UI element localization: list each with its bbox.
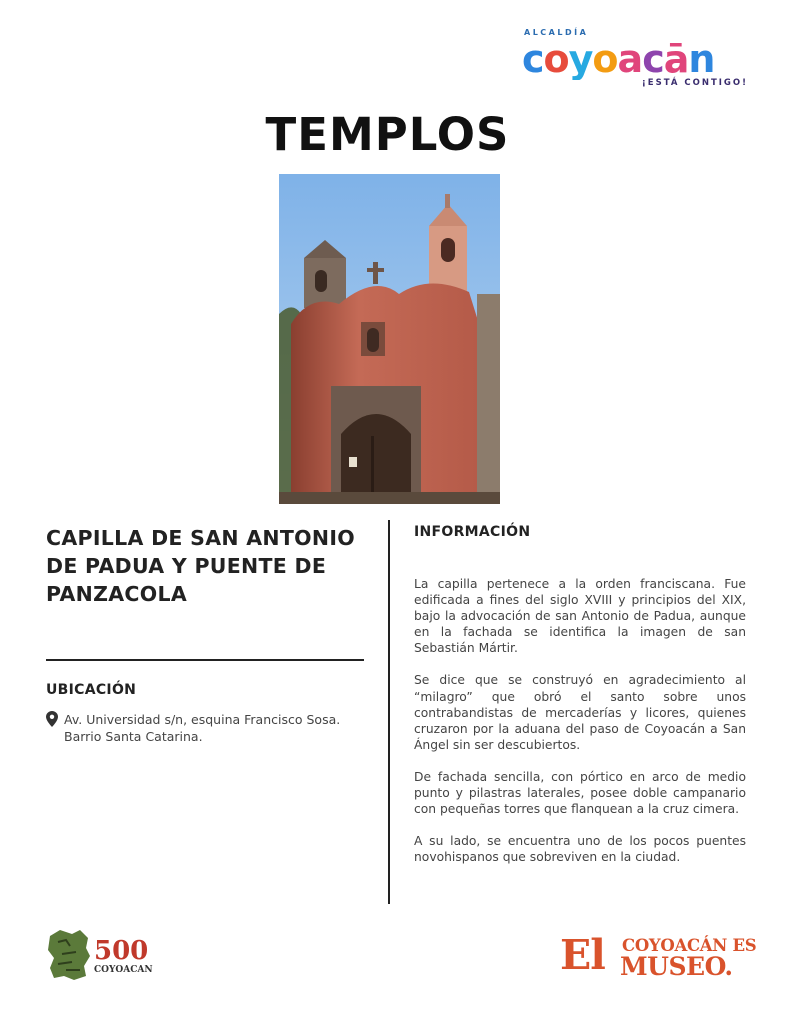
coyoacan-500-logo: [46, 926, 162, 982]
place-name-heading: CAPILLA DE SAN ANTONIO DE PADUA Y PUENTE DE PANZACOLA: [46, 526, 356, 606]
location-heading: UBICACIÓN: [46, 682, 137, 698]
info-paragraph: La capilla pertenece a la orden franciscana. Fue edificada a fines del siglo XVIII y principios del XIX, bajo la advocación de san Antonio de Padua, aunque en la fachada se identifica la imagen de san Sebastián Mártir.: [414, 577, 746, 656]
logo-tagline: ¡ESTÁ CONTIGO!: [641, 78, 748, 88]
logo-500-text: COYOACAN: [94, 965, 153, 975]
information-body: [414, 576, 746, 881]
information-heading: INFORMACIÓN: [414, 524, 531, 540]
column-divider: [388, 520, 390, 904]
museo-bottom-line: MUSEO.: [620, 952, 733, 981]
alcaldia-coyoacan-logo: [520, 28, 752, 92]
coyoacan-wordmark: [520, 38, 752, 80]
museo-el: El: [560, 931, 605, 979]
coyoacan-es-museo-logo: [560, 931, 757, 981]
chapel-photo: [279, 174, 500, 504]
info-paragraph: Se dice que se construyó en agradecimiento al “milagro” que obró el santo sobre unos contrabandistas de mercaderías y licores, quienes cruzaron por la aduana del paso de Coyoacán a San Ángel sin ser descubiertos.: [414, 673, 746, 752]
info-paragraph: De fachada sencilla, con pórtico en arco de medio punto y pilastras laterales, posee doble campanario con pequeñas torres que flanquean a la cruz cimera.: [414, 769, 746, 817]
page-title: TEMPLOS: [265, 108, 510, 161]
map-pin-icon: [46, 711, 58, 727]
address-line-1: Av. Universidad s/n, esquina Francisco Sosa.: [64, 712, 341, 727]
address-line-2: Barrio Santa Catarina.: [64, 729, 203, 744]
logo-500-number: 500: [94, 936, 149, 966]
svg-text:coyoacān: coyoacān: [522, 38, 715, 80]
museo-top-line: COYOACÁN ES: [622, 936, 757, 955]
address: [64, 711, 364, 745]
logo-alcaldia-label: ALCALDÍA: [524, 28, 589, 37]
info-paragraph: A su lado, se encuentra uno de los pocos puentes novohispanos que sobreviven en la ciudad.: [414, 834, 746, 865]
section-divider: [46, 659, 364, 661]
